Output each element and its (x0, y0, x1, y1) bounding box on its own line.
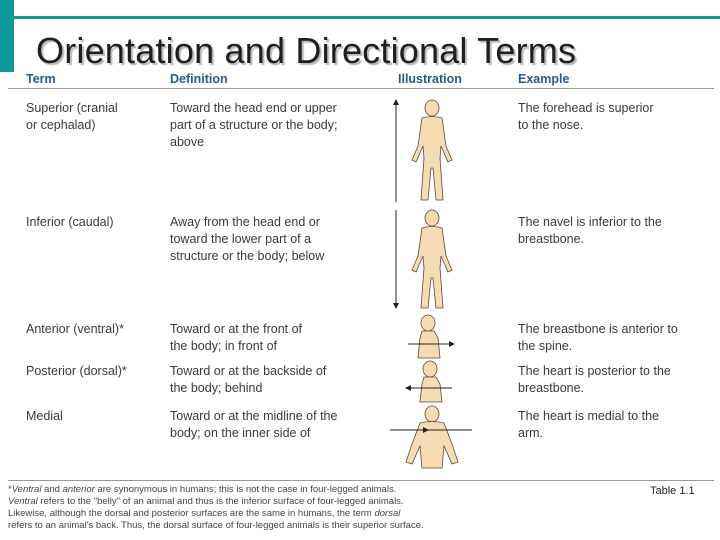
column-header-term: Term (26, 72, 56, 86)
footnote-italic-term: anterior (62, 484, 95, 495)
example-line: The heart is medial to the (518, 409, 660, 423)
term-cell-superior (26, 100, 118, 134)
definition-line: structure or the body; below (170, 249, 325, 263)
term-line: Anterior (ventral)* (26, 322, 124, 336)
footnote-italic-term: dorsal (374, 508, 401, 519)
example-line: The navel is inferior to the (518, 215, 662, 229)
definition-line: the body; behind (170, 381, 263, 395)
definition-line: Toward or at the front of (170, 322, 303, 336)
footnote-text: refers to the "belly" of an animal and thus is the inferior surface of four-legged animals. (37, 496, 404, 507)
footnote-text: refers to an animal's back. Thus, the dorsal surface of four-legged animals is their superior surface. (8, 520, 424, 531)
example-line: The breastbone is anterior to (518, 322, 678, 336)
column-header-definition: Definition (170, 72, 228, 86)
example-cell-medial (518, 408, 659, 442)
header-rule (8, 88, 714, 89)
footnote-text: and (41, 484, 63, 495)
example-line: The forehead is superior (518, 101, 654, 115)
definition-line: body; on the inner side of (170, 426, 311, 440)
column-header-illustration: Illustration (398, 72, 462, 86)
definition-line: Toward the head end or upper (170, 101, 337, 115)
example-cell-anterior (518, 321, 678, 355)
definition-line: part of a structure or the body; (170, 118, 338, 132)
term-line: Medial (26, 409, 63, 423)
definition-cell-inferior (170, 214, 324, 265)
example-line: the spine. (518, 339, 573, 353)
bottom-rule (8, 480, 714, 481)
full-body-superior-arrow-icon (388, 96, 478, 208)
definition-line: Toward or at the midline of the (170, 409, 338, 423)
footnote-italic-term: Ventral (8, 496, 38, 507)
footnote-text: are synonymous in humans; this is not the case in four-legged animals. (94, 484, 397, 495)
definition-line: toward the lower part of a (170, 232, 312, 246)
side-profile-posterior-arrow-icon (400, 360, 460, 404)
example-line: arm. (518, 426, 543, 440)
footnote-line: *Ventral and anterior are synonymous in humans; this is not the case in four-legged animals. (8, 484, 397, 495)
footnote-italic-term: Ventral (11, 484, 42, 495)
definition-cell-posterior (170, 363, 326, 397)
example-line: The heart is posterior to the (518, 364, 671, 378)
example-line: breastbone. (518, 381, 585, 395)
left-accent-bar (0, 0, 14, 72)
term-cell-medial (26, 408, 63, 425)
definition-cell-anterior (170, 321, 302, 355)
torso-medial-arrow-icon (386, 404, 476, 470)
footnote-line (8, 520, 488, 532)
footnote (8, 484, 488, 532)
term-cell-anterior (26, 321, 124, 338)
full-body-inferior-arrow-icon (388, 206, 478, 314)
top-accent-line (14, 16, 720, 19)
definition-line: the body; in front of (170, 339, 278, 353)
term-line: or cephalad) (26, 118, 96, 132)
definition-cell-medial (170, 408, 337, 442)
footnote-text: Likewise, although the dorsal and posterior surfaces are the same in humans, the term (8, 508, 375, 519)
footnote-line (8, 496, 488, 508)
side-profile-anterior-arrow-icon (400, 314, 460, 360)
table-caption: Table 1.1 (650, 485, 695, 497)
term-cell-posterior (26, 363, 127, 380)
definition-line: above (170, 135, 205, 149)
term-line: Superior (cranial (26, 101, 118, 115)
term-line: Posterior (dorsal)* (26, 364, 127, 378)
example-line: breastbone. (518, 232, 585, 246)
example-cell-superior (518, 100, 654, 134)
definition-line: Away from the head end or (170, 215, 320, 229)
definition-line: Toward or at the backside of (170, 364, 327, 378)
example-cell-posterior (518, 363, 671, 397)
definition-cell-superior (170, 100, 337, 151)
example-cell-inferior (518, 214, 662, 248)
slide-title: Orientation and Directional Terms (36, 30, 577, 71)
example-line: to the nose. (518, 118, 584, 132)
column-header-example: Example (518, 72, 570, 86)
term-cell-inferior (26, 214, 114, 231)
footnote-line (8, 508, 488, 520)
term-line: Inferior (caudal) (26, 215, 114, 229)
